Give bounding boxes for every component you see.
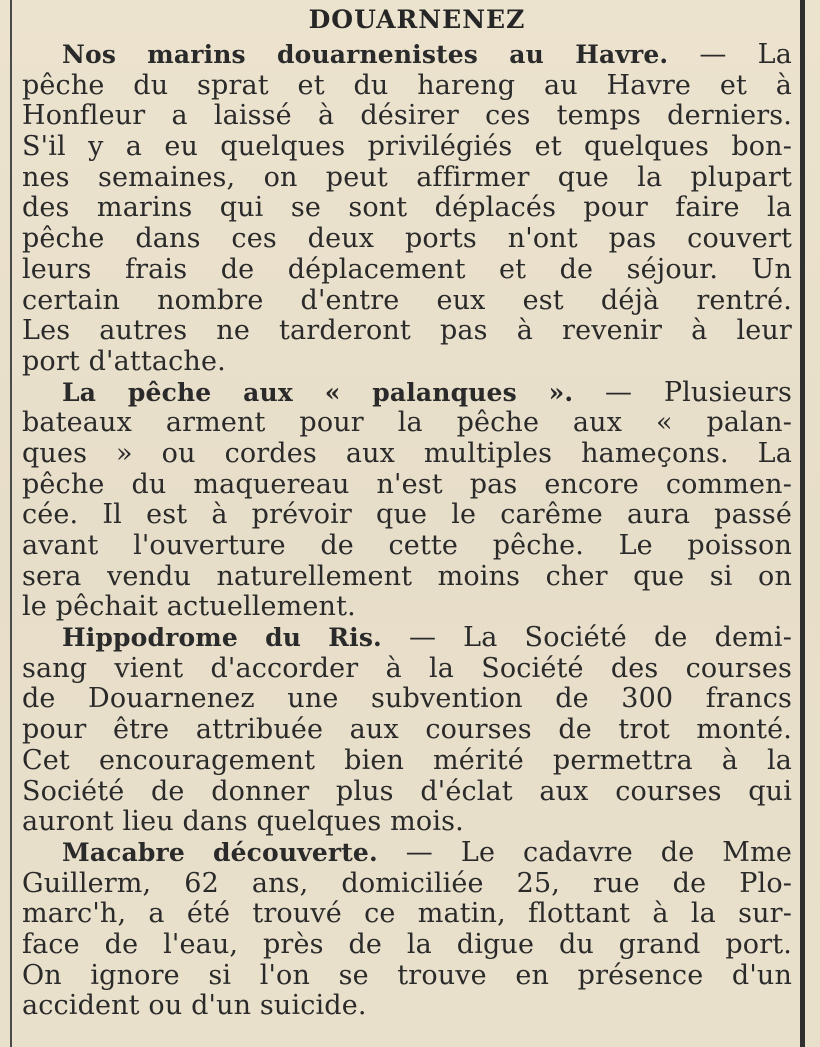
text-line: [22, 71, 792, 102]
line-text: Guillerm, 62 ans, domiciliée 25, rue de Plo-: [22, 868, 792, 899]
line-text: le pêchait actuellement.: [22, 592, 356, 623]
line-text: port d'attache.: [22, 346, 226, 377]
line-text: — Le cadavre de Mme: [377, 837, 792, 868]
line-text: de Douarnenez une subvention de 300 francs: [22, 684, 792, 715]
line-text: pour être attribuée aux courses de trot monté.: [22, 715, 792, 746]
text-line: [22, 316, 792, 347]
column-rule-left: [10, 0, 12, 1047]
text-line: [22, 347, 792, 378]
text-line: [22, 838, 792, 869]
line-text: marc'h, a été trouvé ce matin, flottant à la sur-: [22, 899, 792, 930]
line-text: avant l'ouverture de cette pêche. Le poisson: [22, 531, 792, 561]
text-line: [22, 224, 792, 255]
line-text: — La Société de demi-: [381, 623, 792, 654]
line-text: sang vient d'accorder à la Société des courses: [22, 653, 792, 684]
paragraph-lead: Hippodrome du Ris.: [62, 623, 382, 653]
line-text: S'il y a eu quelques privilégiés et quelques bon-: [22, 132, 792, 163]
text-line: [22, 163, 792, 194]
text-line: [22, 807, 792, 838]
text-line: [22, 500, 792, 531]
text-line: [22, 378, 792, 409]
line-text: Honfleur a laissé à désirer ces temps derniers.: [22, 101, 792, 132]
text-line: [22, 777, 792, 808]
line-text: nes semaines, on peut affirmer que la plupart: [22, 162, 792, 193]
line-text: On ignore si l'on se trouve en présence d'un: [22, 960, 792, 991]
text-line: [22, 869, 792, 900]
line-text: pêche du maquereau n'est pas encore commen-: [22, 469, 792, 500]
text-line: [22, 193, 792, 224]
line-text: Les autres ne tarderont pas à revenir à leur: [22, 316, 792, 347]
paragraph-lead: Macabre découverte.: [62, 837, 378, 867]
text-line: [22, 132, 792, 163]
line-text: pêche du sprat et du hareng au Havre et à: [22, 70, 792, 101]
paragraph-lead: Nos marins douarnenistes au Havre.: [62, 40, 669, 69]
text-line: [22, 746, 792, 777]
text-line: [22, 654, 792, 685]
line-text: certain nombre d'entre eux est déjà rentré.: [22, 285, 792, 316]
text-line: [22, 684, 792, 715]
text-line: [22, 439, 792, 470]
text-line: [22, 991, 792, 1022]
line-text: sera vendu naturellement moins cher que si on: [22, 561, 792, 592]
text-line: [22, 592, 792, 623]
text-line: [22, 40, 792, 71]
text-line: [22, 101, 792, 132]
line-text: Société de donner plus d'éclat aux courses qui: [22, 776, 792, 807]
column-rule-right: [800, 0, 805, 1047]
article-body: [22, 40, 792, 1022]
line-text: pêche dans ces deux ports n'ont pas couvert: [22, 224, 792, 255]
line-text: cée. Il est à prévoir que le carême aura passé: [22, 500, 792, 531]
line-text: Cet encouragement bien mérité permettra à la: [22, 745, 792, 776]
text-line: [22, 623, 792, 654]
text-line: [22, 899, 792, 930]
line-text: des marins qui se sont déplacés pour faire la: [22, 193, 792, 224]
text-line: [22, 470, 792, 501]
text-line: [22, 930, 792, 961]
text-line: [22, 961, 792, 992]
line-text: face de l'eau, près de la digue du grand port.: [22, 929, 792, 960]
text-line: [22, 531, 792, 562]
headline: DOUARNENEZ: [308, 5, 526, 34]
article: [22, 0, 792, 1022]
line-text: accident ou d'un suicide.: [22, 991, 367, 1022]
line-text: bateaux arment pour la pêche aux « palan-: [22, 408, 792, 439]
text-line: [22, 255, 792, 286]
line-text: — La: [668, 40, 792, 70]
text-line: [22, 286, 792, 317]
text-line: [22, 562, 792, 593]
line-text: leurs frais de déplacement et de séjour. Un: [22, 254, 792, 285]
line-text: auront lieu dans quelques mois.: [22, 807, 464, 838]
line-text: — Plusieurs: [573, 377, 792, 408]
paragraph-lead: La pêche aux « palanques ».: [62, 377, 574, 407]
text-line: [22, 408, 792, 439]
text-line: [22, 715, 792, 746]
line-text: ques » ou cordes aux multiples hameçons. La: [22, 438, 792, 469]
